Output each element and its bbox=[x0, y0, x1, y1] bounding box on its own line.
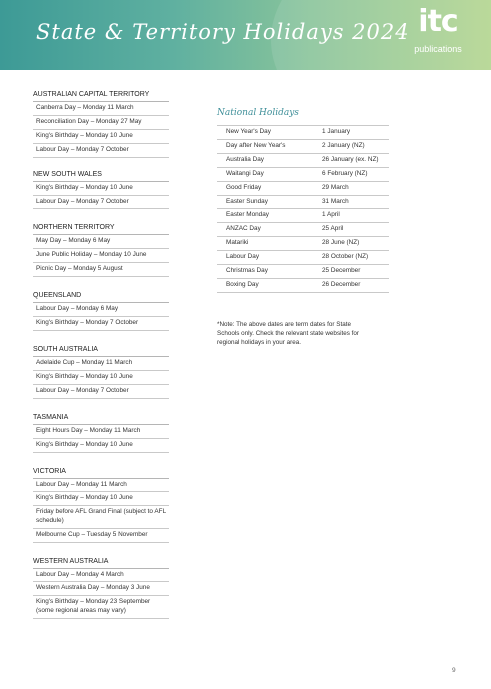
holiday-item: Labour Day – Monday 7 October bbox=[33, 144, 169, 158]
itc-logo bbox=[404, 6, 472, 58]
holiday-name: Good Friday bbox=[226, 183, 262, 191]
state-group bbox=[33, 345, 169, 399]
state-name: VICTORIA bbox=[33, 467, 169, 479]
holiday-name: ANZAC Day bbox=[226, 225, 261, 233]
holiday-date: 25 December bbox=[322, 267, 361, 275]
holiday-item: Picnic Day – Monday 5 August bbox=[33, 263, 169, 277]
holiday-name: Labour Day bbox=[226, 253, 260, 261]
state-group bbox=[33, 90, 169, 158]
state-group bbox=[33, 413, 169, 453]
national-holidays-title: National Holidays bbox=[217, 108, 299, 118]
holiday-date: 26 December bbox=[322, 280, 361, 288]
table-row bbox=[217, 237, 389, 251]
page-number: 9 bbox=[452, 667, 456, 674]
state-group bbox=[33, 170, 169, 210]
header-banner bbox=[0, 0, 491, 70]
holiday-item: King's Birthday – Monday 10 June bbox=[33, 130, 169, 144]
state-name: NEW SOUTH WALES bbox=[33, 170, 169, 182]
holiday-name: Christmas Day bbox=[226, 267, 268, 275]
holiday-item: Melbourne Cup – Tuesday 5 November bbox=[33, 529, 169, 543]
state-name: NORTHERN TERRITORY bbox=[33, 223, 169, 235]
holiday-item: King's Birthday – Monday 10 June bbox=[33, 439, 169, 453]
holiday-item: King's Birthday – Monday 10 June bbox=[33, 371, 169, 385]
holiday-date: 6 February (NZ) bbox=[322, 169, 368, 177]
state-group bbox=[33, 557, 169, 619]
holiday-name: Australia Day bbox=[226, 155, 265, 163]
holiday-name: Boxing Day bbox=[226, 280, 259, 288]
table-row bbox=[217, 154, 389, 168]
holiday-date: 1 April bbox=[322, 211, 340, 219]
holiday-item: King's Birthday – Monday 10 June bbox=[33, 492, 169, 506]
holiday-date: 28 June (NZ) bbox=[322, 239, 360, 247]
holiday-item: Friday before AFL Grand Final (subject to AFL schedule) bbox=[33, 506, 169, 528]
holiday-item: Adelaide Cup – Monday 11 March bbox=[33, 357, 169, 371]
holiday-date: 31 March bbox=[322, 197, 349, 205]
holiday-item: June Public Holiday – Monday 10 June bbox=[33, 249, 169, 263]
holiday-item: Canberra Day – Monday 11 March bbox=[33, 102, 169, 116]
table-row bbox=[217, 209, 389, 223]
state-group bbox=[33, 467, 169, 543]
table-row bbox=[217, 223, 389, 237]
holiday-date: 29 March bbox=[322, 183, 349, 191]
state-name: SOUTH AUSTRALIA bbox=[33, 345, 169, 357]
national-holidays-section bbox=[217, 108, 389, 347]
holiday-name: Matariki bbox=[226, 239, 249, 247]
holiday-date: 1 January bbox=[322, 128, 351, 135]
holiday-item: Eight Hours Day – Monday 11 March bbox=[33, 425, 169, 439]
holiday-item: King's Birthday – Monday 10 June bbox=[33, 182, 169, 196]
holiday-name: Waitangi Day bbox=[226, 169, 264, 177]
holiday-item: Western Australia Day – Monday 3 June bbox=[33, 582, 169, 596]
holiday-item: King's Birthday – Monday 23 September (some regional areas may vary) bbox=[33, 596, 169, 618]
holiday-name: New Year's Day bbox=[226, 128, 271, 135]
state-holidays-list bbox=[33, 90, 169, 633]
state-name: QUEENSLAND bbox=[33, 291, 169, 303]
table-row bbox=[217, 265, 389, 279]
holiday-item: Labour Day – Monday 7 October bbox=[33, 385, 169, 399]
holiday-item: Labour Day – Monday 6 May bbox=[33, 303, 169, 317]
holiday-item: May Day – Monday 6 May bbox=[33, 235, 169, 249]
holiday-name: Easter Monday bbox=[226, 211, 269, 219]
holiday-item: Labour Day – Monday 4 March bbox=[33, 569, 169, 583]
holiday-name: Easter Sunday bbox=[226, 197, 268, 205]
holiday-date: 25 April bbox=[322, 225, 344, 233]
holiday-item: Reconciliation Day – Monday 27 May bbox=[33, 116, 169, 130]
term-dates-note: *Note: The above dates are term dates for State Schools only. Check the relevant state websites for regional holidays in your area. bbox=[217, 320, 359, 346]
state-group bbox=[33, 223, 169, 277]
logo-mark: itc bbox=[418, 4, 458, 39]
holiday-item: Labour Day – Monday 11 March bbox=[33, 479, 169, 493]
table-row bbox=[217, 140, 389, 154]
holiday-date: 2 January (NZ) bbox=[322, 141, 365, 149]
state-group bbox=[33, 291, 169, 331]
holiday-date: 26 January (ex. NZ) bbox=[322, 155, 379, 163]
holiday-item: King's Birthday – Monday 7 October bbox=[33, 317, 169, 331]
table-row bbox=[217, 251, 389, 265]
holiday-date: 28 October (NZ) bbox=[322, 253, 369, 261]
table-row bbox=[217, 168, 389, 182]
page-title: State & Territory Holidays 2024 bbox=[36, 20, 410, 44]
state-name: TASMANIA bbox=[33, 413, 169, 425]
table-row bbox=[217, 125, 389, 140]
state-name: WESTERN AUSTRALIA bbox=[33, 557, 169, 569]
holiday-item: Labour Day – Monday 7 October bbox=[33, 196, 169, 210]
table-row bbox=[217, 279, 389, 293]
table-row bbox=[217, 196, 389, 210]
table-row bbox=[217, 182, 389, 196]
state-name: AUSTRALIAN CAPITAL TERRITORY bbox=[33, 90, 169, 102]
holiday-name: Day after New Year's bbox=[226, 141, 286, 149]
logo-subtitle: publications bbox=[414, 44, 462, 54]
national-holidays-table bbox=[217, 125, 389, 293]
